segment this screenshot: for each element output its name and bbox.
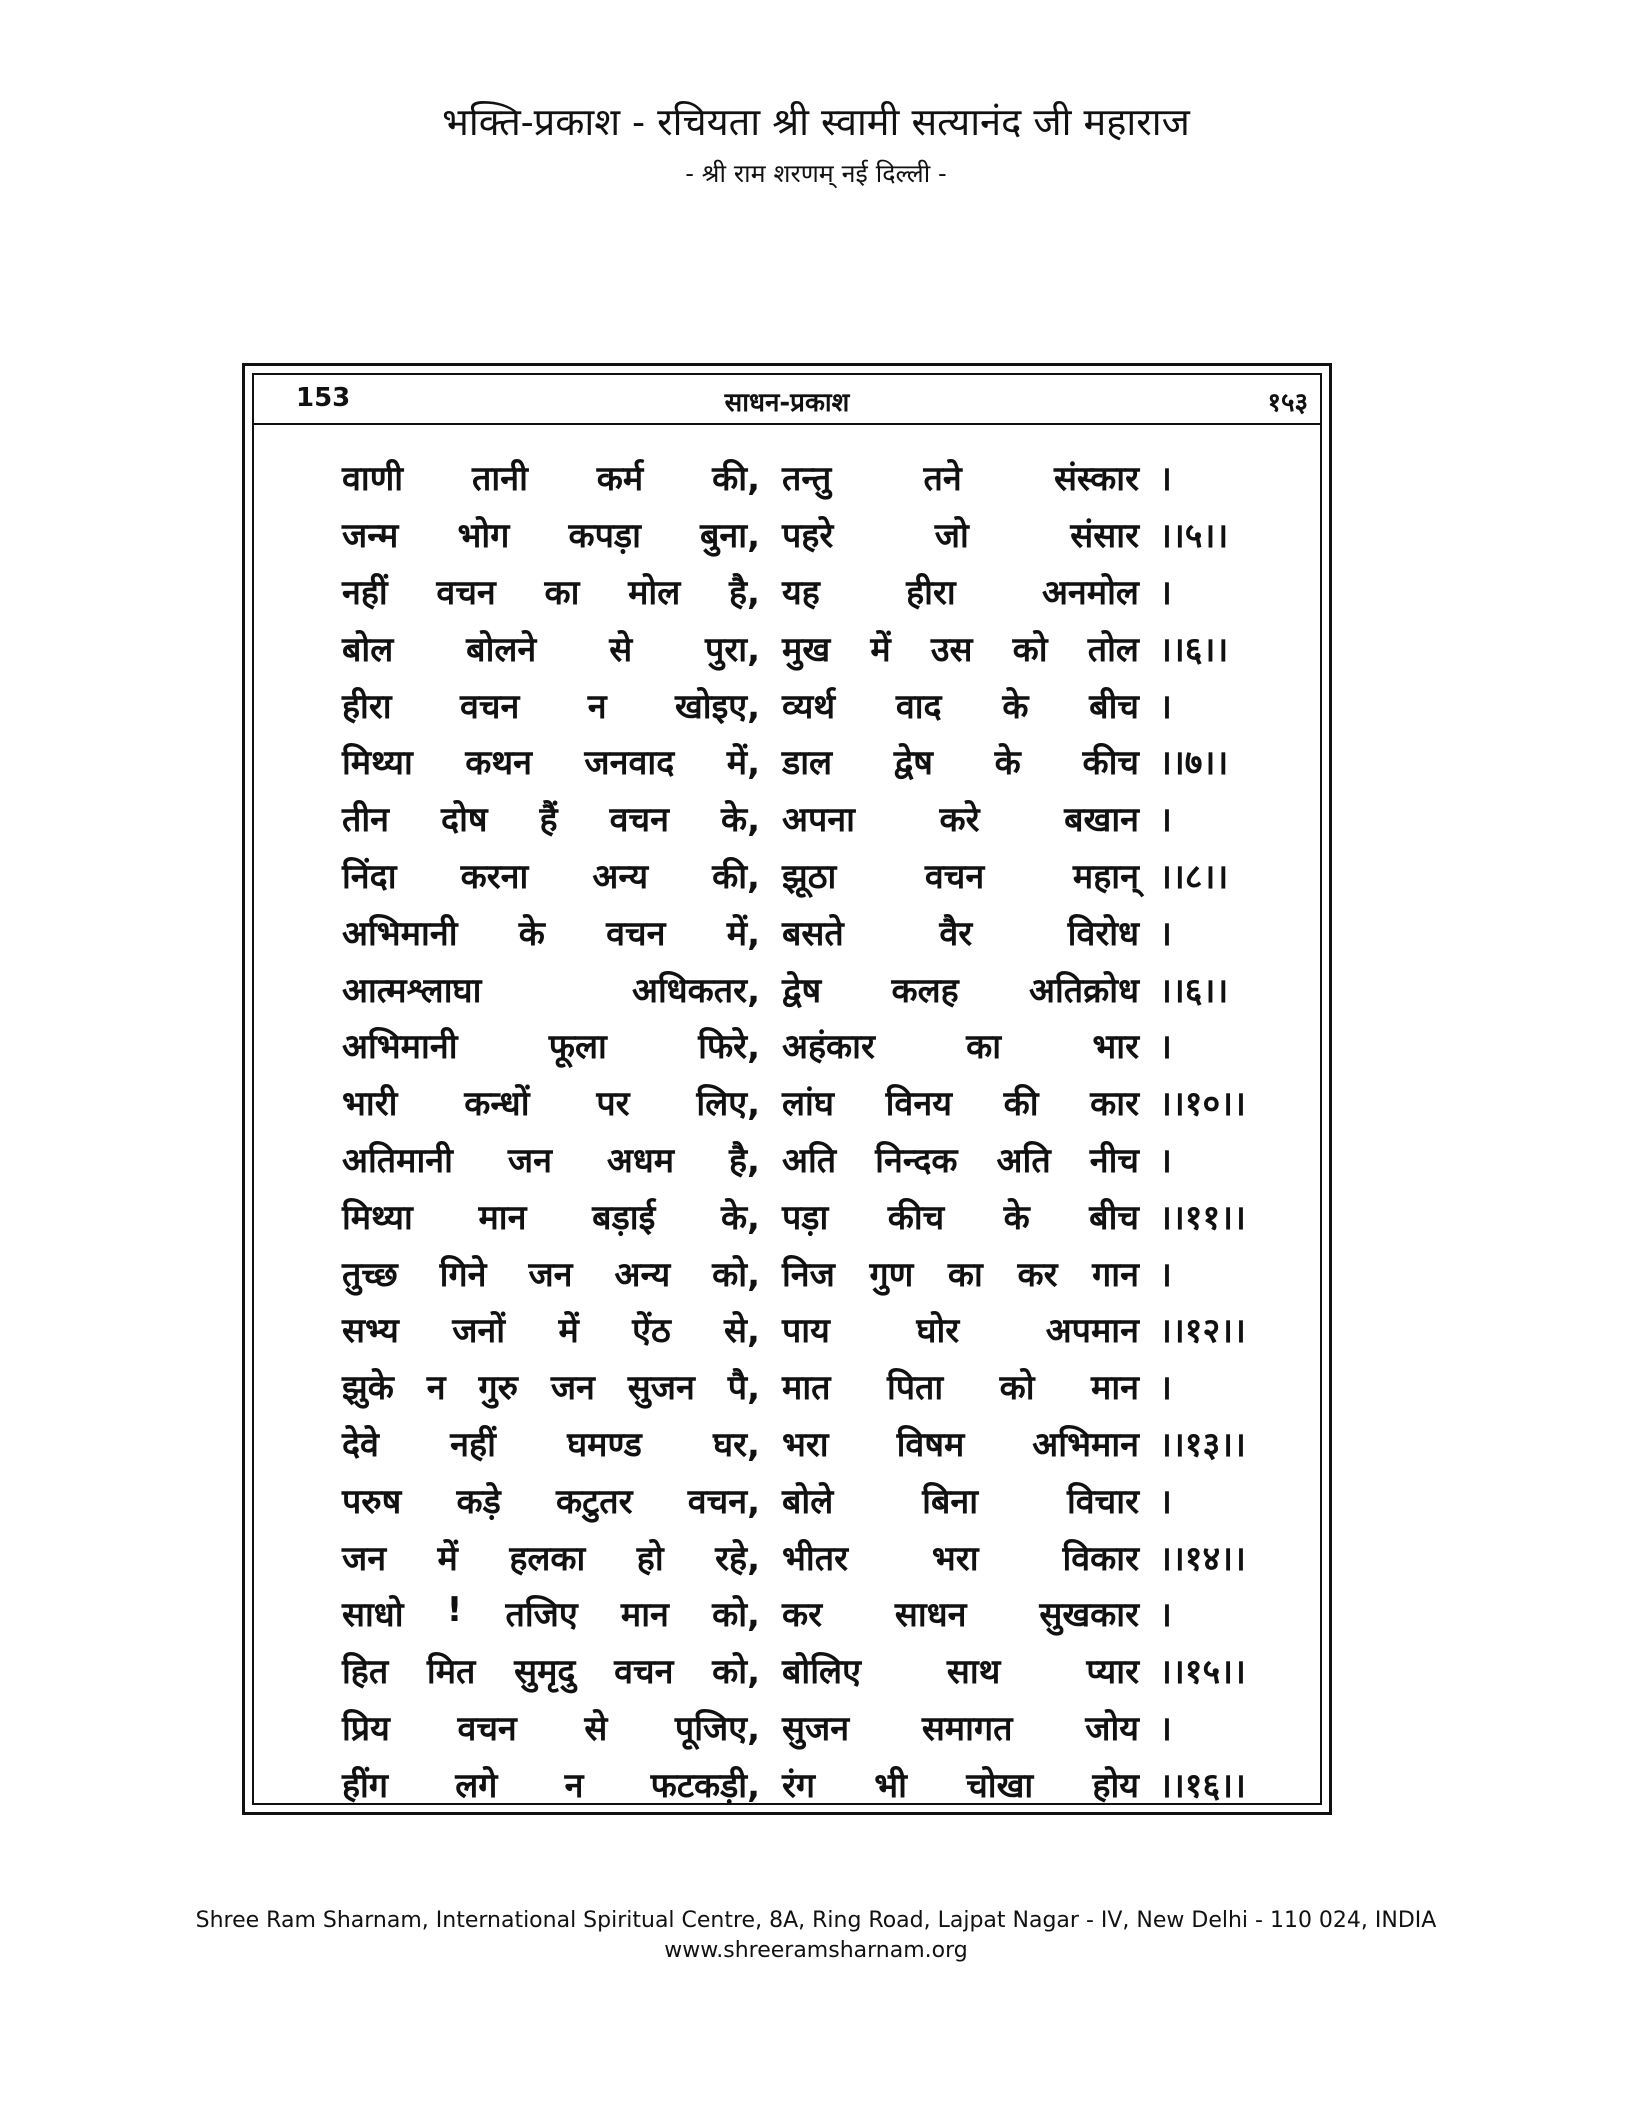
verse-word: को, <box>712 1595 760 1636</box>
verse-word: हीरा <box>342 686 392 727</box>
verse-first-half <box>342 682 760 728</box>
verse-word: वचन <box>436 572 496 613</box>
verse-word: अतिमानी <box>342 1140 453 1181</box>
verse-second-half <box>782 1477 1139 1523</box>
verse-second-half <box>782 1761 1139 1807</box>
verse-line <box>342 1017 1269 1074</box>
verse-second-half <box>782 511 1139 557</box>
verse-word: चोखा <box>966 1765 1034 1806</box>
verse-word: अभिमानी <box>342 1027 458 1068</box>
verse-end-mark: । <box>1159 1708 1172 1749</box>
verse-word: हीरा <box>906 572 956 613</box>
verse-word: घमण्ड <box>567 1424 642 1465</box>
verse-line <box>342 1699 1269 1756</box>
verse-word: रंग <box>782 1765 816 1806</box>
verse-second-half <box>782 1704 1139 1750</box>
verse-word: पर <box>596 1084 630 1125</box>
verse-word: बड़ाई <box>592 1197 656 1238</box>
verse-word: उस <box>930 629 973 670</box>
verse-end-mark: ।।१५।। <box>1159 1652 1246 1693</box>
verse-word: विषम <box>896 1424 965 1465</box>
verse-word: को, <box>712 1652 760 1693</box>
verse-word: मोल <box>628 572 681 613</box>
verse-line <box>342 1755 1269 1812</box>
verse-line <box>342 1585 1269 1642</box>
verse-second-half <box>782 1136 1139 1182</box>
verse-line <box>342 449 1269 506</box>
page-number-latin: 153 <box>296 383 351 413</box>
verse-word: मिथ्या <box>342 743 413 784</box>
verse-word: डाल <box>782 743 833 784</box>
verse-end-mark: ।।६।। <box>1159 629 1229 670</box>
verse-word: द्वेष <box>782 970 822 1011</box>
verse-word: से <box>609 629 633 670</box>
verse-word: के <box>994 743 1021 784</box>
verse-end-mark: ।।६।। <box>1159 970 1229 1011</box>
verse-word: लगे <box>455 1765 498 1806</box>
verse-word: खोइए, <box>674 686 760 727</box>
verse-line <box>342 676 1269 733</box>
verse-word: भारी <box>342 1084 398 1125</box>
verse-second-half <box>782 1363 1139 1409</box>
verse-word: बीच <box>1089 686 1139 727</box>
verse-end-mark: ।।५।। <box>1159 516 1229 557</box>
verse-word: हो <box>636 1538 664 1579</box>
verse-word: वाद <box>895 686 942 727</box>
verse-word: बसते <box>782 913 844 954</box>
footer-address: Shree Ram Sharnam, International Spiritual Centre, 8A, Ring Road, Lajpat Nagar - IV, New Delhi - 110 024, INDIA <box>195 1908 1437 1933</box>
verse-word: कर्म <box>596 459 644 500</box>
verse-word: जन <box>550 1368 595 1409</box>
verse-word: देवे <box>342 1424 379 1465</box>
verse-word: तने <box>923 459 962 500</box>
verse-end-mark: ।।१२।। <box>1159 1311 1246 1352</box>
page-footer <box>0 1906 1632 1966</box>
verse-word: भीतर <box>782 1538 848 1579</box>
page-number-devanagari: १५३ <box>1267 388 1308 418</box>
verse-word: में <box>870 629 891 670</box>
verse-second-half <box>782 625 1139 671</box>
verse-word: से, <box>724 1311 760 1352</box>
verse-first-half <box>342 625 760 671</box>
verse-word: विरोध <box>1067 913 1139 954</box>
verse-list <box>342 449 1269 1812</box>
verse-word: भरा <box>782 1424 829 1465</box>
verse-word: अभिमानी <box>342 913 458 954</box>
verse-end-mark: । <box>1159 1027 1172 1068</box>
verse-second-half <box>782 852 1139 898</box>
verse-word: साधो <box>342 1595 404 1636</box>
verse-end-mark: ।।१०।। <box>1159 1084 1246 1125</box>
book-page-header <box>254 375 1320 425</box>
verse-word: वचन <box>924 856 985 897</box>
verse-line <box>342 619 1269 676</box>
verse-word: पाय <box>782 1311 830 1352</box>
verse-word: पूजिए, <box>674 1708 760 1749</box>
verse-word: के <box>1002 686 1029 727</box>
verse-word: विकार <box>1062 1538 1139 1579</box>
verse-first-half <box>342 1761 760 1807</box>
verse-first-half <box>342 1534 760 1580</box>
verse-word: कीच <box>1082 743 1139 784</box>
verse-line <box>342 847 1269 904</box>
verse-word: ऐंठ <box>632 1311 671 1352</box>
verse-word: पिता <box>886 1368 944 1409</box>
verse-first-half <box>342 1363 760 1409</box>
verse-word: का <box>966 1027 1002 1068</box>
verse-word: वाणी <box>342 459 404 500</box>
verse-line <box>342 1074 1269 1131</box>
verse-word: को, <box>712 1254 760 1295</box>
verse-first-half <box>342 1420 760 1466</box>
verse-first-half <box>342 795 760 841</box>
verse-word: जन्म <box>342 516 399 557</box>
verse-end-mark: ।।७।। <box>1159 743 1229 784</box>
verse-word: मान <box>1090 1368 1139 1409</box>
verse-word: गान <box>1092 1254 1139 1295</box>
verse-end-mark: । <box>1159 459 1172 500</box>
verse-word: नहीं <box>450 1424 496 1465</box>
verse-word: व्यर्थ <box>782 686 836 727</box>
verse-word: जन <box>528 1254 573 1295</box>
verse-word: में, <box>726 913 760 954</box>
verse-line <box>342 960 1269 1017</box>
verse-word: झूठा <box>782 856 837 897</box>
verse-word: रहे, <box>715 1538 760 1579</box>
verse-line <box>342 1131 1269 1188</box>
verse-word: वचन <box>459 686 520 727</box>
verse-second-half <box>782 1306 1139 1352</box>
verse-word: अति <box>996 1140 1051 1181</box>
verse-first-half <box>342 1306 760 1352</box>
verse-word: वचन <box>614 1652 674 1693</box>
verse-word: मित <box>426 1652 476 1693</box>
verse-word: तानी <box>472 459 528 500</box>
verse-end-mark: । <box>1159 572 1172 613</box>
verse-word: अपना <box>782 800 855 841</box>
verse-end-mark: ।।१३।। <box>1159 1424 1246 1465</box>
verse-second-half <box>782 1079 1139 1125</box>
verse-word: भोग <box>457 516 510 557</box>
page-title: भक्ति-प्रकाश - रचियता श्री स्वामी सत्यानंद जी महाराज <box>442 100 1190 144</box>
verse-word: गुरु <box>478 1368 518 1409</box>
verse-end-mark: ।।८।। <box>1159 856 1229 897</box>
verse-word: निंदा <box>342 856 397 897</box>
verse-end-mark: । <box>1159 1595 1172 1636</box>
verse-word: कर <box>1017 1254 1058 1295</box>
verse-word: तीन <box>342 800 390 841</box>
verse-word: सुजन <box>627 1368 695 1409</box>
verse-word: परुष <box>342 1481 402 1522</box>
verse-word: जन <box>507 1140 552 1181</box>
verse-word: निन्दक <box>875 1140 958 1181</box>
verse-second-half <box>782 1022 1139 1068</box>
verse-word: अन्य <box>614 1254 671 1295</box>
verse-word: जो <box>934 516 969 557</box>
verse-word: पुरा, <box>705 629 760 670</box>
verse-word: अनमोल <box>1041 572 1139 613</box>
verse-word: वचन <box>457 1708 517 1749</box>
verse-word: हित <box>342 1652 389 1693</box>
verse-word: जन <box>342 1538 387 1579</box>
verse-end-mark: ।।११।। <box>1159 1197 1246 1238</box>
verse-word: अभिमान <box>1032 1424 1139 1465</box>
verse-word: अन्य <box>592 856 649 897</box>
verse-first-half <box>342 966 760 1012</box>
verse-first-half <box>342 511 760 557</box>
verse-word: कन्धों <box>464 1084 530 1125</box>
verse-word: सुखकार <box>1039 1595 1139 1636</box>
verse-word: दोष <box>441 800 488 841</box>
verse-word: कलह <box>891 970 959 1011</box>
verse-word: कथन <box>465 743 532 784</box>
verse-word: अतिक्रोध <box>1028 970 1139 1011</box>
verse-word: होय <box>1092 1765 1139 1806</box>
verse-word: न <box>426 1368 446 1409</box>
verse-second-half <box>782 682 1139 728</box>
verse-word: के <box>518 913 545 954</box>
verse-word: झुके <box>342 1368 394 1409</box>
verse-second-half <box>782 1250 1139 1296</box>
verse-word: कड़े <box>456 1481 501 1522</box>
verse-word: नहीं <box>342 572 388 613</box>
verse-word: मुख <box>782 629 831 670</box>
verse-first-half <box>342 568 760 614</box>
verse-word: से <box>584 1708 608 1749</box>
footer-website: www.shreeramsharnam.org <box>664 1938 968 1963</box>
verse-line <box>342 1415 1269 1472</box>
verse-second-half <box>782 738 1139 784</box>
verse-word: है, <box>728 572 760 613</box>
verse-line <box>342 563 1269 620</box>
verse-word: में <box>437 1538 458 1579</box>
verse-word: सभ्य <box>342 1311 399 1352</box>
verse-line <box>342 1471 1269 1528</box>
verse-second-half <box>782 909 1139 955</box>
verse-word: जनों <box>452 1311 506 1352</box>
verse-word: लांघ <box>782 1084 834 1125</box>
verse-first-half <box>342 852 760 898</box>
verse-first-half <box>342 1647 760 1693</box>
verse-word: है, <box>728 1140 760 1181</box>
section-title: साधन-प्रकाश <box>724 388 850 418</box>
verse-word: बिना <box>922 1481 979 1522</box>
verse-first-half <box>342 1193 760 1239</box>
verse-second-half <box>782 1647 1139 1693</box>
verse-word: भी <box>874 1765 907 1806</box>
verse-word: भरा <box>931 1538 979 1579</box>
verse-word: संस्कार <box>1053 459 1139 500</box>
verse-word: का <box>947 1254 983 1295</box>
verse-word: की, <box>712 459 760 500</box>
verse-word: अधम <box>606 1140 675 1181</box>
verse-first-half <box>342 1477 760 1523</box>
verse-line <box>342 1528 1269 1585</box>
verse-word: वचन <box>606 913 666 954</box>
verse-word: करना <box>460 856 529 897</box>
verse-end-mark: ।।१६।। <box>1159 1765 1246 1806</box>
verse-word: यह <box>782 572 820 613</box>
verse-second-half <box>782 966 1139 1012</box>
verse-word: हैं <box>539 800 558 841</box>
verse-end-mark: । <box>1159 1140 1172 1181</box>
verse-first-half <box>342 1250 760 1296</box>
verse-line <box>342 1244 1269 1301</box>
verse-word: फटकड़ी, <box>650 1765 760 1806</box>
verse-first-half <box>342 738 760 784</box>
verse-word: लिए, <box>696 1084 760 1125</box>
verse-word: विचार <box>1066 1481 1139 1522</box>
verse-line <box>342 790 1269 847</box>
verse-word: घोर <box>916 1311 960 1352</box>
verse-word: में <box>558 1311 579 1352</box>
verse-word: मान <box>620 1595 669 1636</box>
verse-word: द्वेष <box>893 743 933 784</box>
verse-second-half <box>782 1590 1139 1636</box>
verse-word: पै, <box>727 1368 760 1409</box>
verse-word: अधिकतर, <box>631 970 760 1011</box>
verse-word: तन्तु <box>782 459 832 500</box>
verse-end-mark: । <box>1159 1254 1172 1295</box>
verse-word: संसार <box>1070 516 1139 557</box>
verse-word: कपड़ा <box>568 516 641 557</box>
verse-word: कटुतर <box>555 1481 633 1522</box>
verse-word: पहरे <box>782 516 834 557</box>
verse-word: तुच्छ <box>342 1254 398 1295</box>
verse-word: सुजन <box>782 1708 850 1749</box>
verse-word: गुण <box>869 1254 914 1295</box>
verse-word: बोले <box>782 1481 834 1522</box>
verse-word: न <box>564 1765 584 1806</box>
verse-word: निज <box>782 1254 835 1295</box>
verse-word: विनय <box>885 1084 952 1125</box>
verse-word: की <box>1003 1084 1039 1125</box>
verse-word: प्रिय <box>342 1708 390 1749</box>
verse-word: ! <box>446 1590 463 1631</box>
verse-first-half <box>342 909 760 955</box>
verse-word: जोय <box>1085 1708 1139 1749</box>
verse-word: बखान <box>1064 800 1139 841</box>
verse-word: फूला <box>548 1027 607 1068</box>
verse-first-half <box>342 1079 760 1125</box>
verse-end-mark: । <box>1159 686 1172 727</box>
verse-line <box>342 1358 1269 1415</box>
verse-word: बोलिए <box>782 1652 861 1693</box>
verse-word: सुमृदु <box>514 1652 576 1693</box>
verse-word: समागत <box>921 1708 1013 1749</box>
verse-end-mark: । <box>1159 913 1172 954</box>
verse-word: कीच <box>887 1197 945 1238</box>
verse-second-half <box>782 1193 1139 1239</box>
verse-line <box>342 1187 1269 1244</box>
verse-line <box>342 903 1269 960</box>
verse-word: मात <box>782 1368 831 1409</box>
verse-first-half <box>342 1590 760 1636</box>
verse-line <box>342 733 1269 790</box>
verse-word: मान <box>478 1197 527 1238</box>
verse-word: जनवाद <box>584 743 675 784</box>
verse-word: न <box>587 686 607 727</box>
verse-word: बोल <box>342 629 394 670</box>
verse-word: पड़ा <box>782 1197 829 1238</box>
verse-second-half <box>782 1420 1139 1466</box>
verse-word: हलका <box>509 1538 586 1579</box>
verse-word: साथ <box>946 1652 1001 1693</box>
verse-word: की, <box>712 856 760 897</box>
verse-line <box>342 1642 1269 1699</box>
verse-word: के <box>1003 1197 1030 1238</box>
verse-word: साधन <box>894 1595 967 1636</box>
verse-word: वचन, <box>687 1481 760 1522</box>
verse-first-half <box>342 454 760 500</box>
book-page-inner-frame <box>252 373 1322 1805</box>
verse-second-half <box>782 795 1139 841</box>
verse-word: बीच <box>1089 1197 1139 1238</box>
verse-first-half <box>342 1022 760 1068</box>
verse-word: कार <box>1090 1084 1139 1125</box>
verse-word: अपमान <box>1045 1311 1139 1352</box>
verse-word: तजिए <box>505 1595 578 1636</box>
verse-word: प्यार <box>1086 1652 1139 1693</box>
verse-word: महान् <box>1072 856 1139 897</box>
page-subtitle: - श्री राम शरणम् नई दिल्ली - <box>685 159 947 188</box>
book-page-frame <box>242 363 1332 1815</box>
verse-word: के, <box>720 800 760 841</box>
verse-line <box>342 1301 1269 1358</box>
verse-second-half <box>782 568 1139 614</box>
verse-end-mark: । <box>1159 800 1172 841</box>
verse-word: को <box>1012 629 1048 670</box>
verse-end-mark: । <box>1159 1368 1172 1409</box>
verse-word: अहंकार <box>782 1027 875 1068</box>
verse-word: हींग <box>342 1765 389 1806</box>
verse-word: भार <box>1092 1027 1139 1068</box>
verse-word: नीच <box>1089 1140 1139 1181</box>
verse-word: कर <box>782 1595 823 1636</box>
verse-word: वैर <box>939 913 973 954</box>
verse-second-half <box>782 454 1139 500</box>
verse-line <box>342 506 1269 563</box>
verse-word: तोल <box>1087 629 1139 670</box>
verse-word: को <box>999 1368 1035 1409</box>
verse-word: फिरे, <box>698 1027 760 1068</box>
page-header <box>0 98 1632 194</box>
verse-word: में, <box>726 743 760 784</box>
verse-word: अति <box>782 1140 837 1181</box>
verse-word: वचन <box>609 800 669 841</box>
verse-first-half <box>342 1136 760 1182</box>
verse-word: आत्मश्लाघा <box>342 970 482 1011</box>
verse-end-mark: ।।१४।। <box>1159 1538 1246 1579</box>
verse-word: बोलने <box>466 629 537 670</box>
verse-word: घर, <box>713 1424 760 1465</box>
verse-word: मिथ्या <box>342 1197 413 1238</box>
verse-word: बुना, <box>699 516 760 557</box>
verse-first-half <box>342 1704 760 1750</box>
verse-word: गिने <box>439 1254 487 1295</box>
verse-end-mark: । <box>1159 1481 1172 1522</box>
verse-word: के, <box>720 1197 760 1238</box>
verse-word: करे <box>939 800 980 841</box>
verse-second-half <box>782 1534 1139 1580</box>
verse-word: का <box>544 572 580 613</box>
